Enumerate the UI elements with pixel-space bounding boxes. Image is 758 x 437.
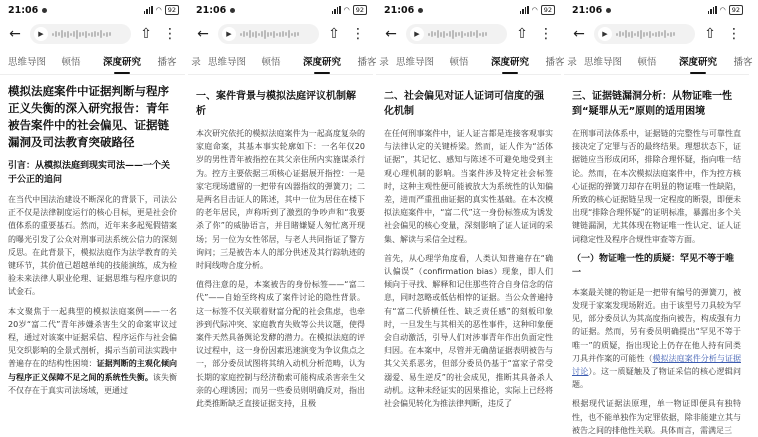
toolbar — [564, 20, 749, 48]
section-heading: 二、社会偏见对证人证词可信度的强化机制 — [384, 91, 544, 117]
tab-record-partial[interactable]: 录 — [191, 57, 201, 68]
battery-icon: 92 — [165, 5, 179, 15]
notification-icon — [606, 8, 611, 13]
paragraph — [196, 127, 365, 272]
paragraph-tail: 该失衡不仅存在于真实司法场域，更通过 — [8, 372, 178, 395]
signal-icon — [144, 6, 153, 14]
paragraph — [384, 127, 553, 246]
tab-record-partial[interactable]: 录 — [379, 57, 389, 68]
audio-player[interactable] — [218, 24, 319, 44]
back-arrow-icon[interactable]: ← — [9, 26, 21, 42]
wifi-icon: ◠ — [719, 6, 726, 14]
battery-icon: 92 — [729, 5, 743, 15]
toolbar — [376, 20, 561, 48]
tab-1[interactable]: 顿悟 — [261, 57, 281, 68]
subsection-heading: 引言：从模拟法庭到现实司法——一个关于公正的追问 — [8, 161, 171, 185]
audio-player[interactable] — [30, 24, 131, 44]
paragraph — [8, 305, 177, 397]
tab-2[interactable]: 深度研究 — [480, 54, 540, 68]
clock: 21:06 — [572, 4, 603, 16]
report-content — [188, 75, 373, 410]
more-options-icon[interactable]: ⋮ — [727, 26, 741, 42]
tab-0[interactable]: 思维导图 — [7, 57, 46, 68]
paragraph-tail: ）。这一质疑触及了物证采信的核心逻辑问题。 — [572, 367, 741, 390]
tab-0[interactable]: 思维导图 — [395, 57, 434, 68]
tab-record-partial[interactable]: 录 — [567, 57, 577, 68]
more-options-icon[interactable]: ⋮ — [539, 26, 553, 42]
waveform-icon — [240, 30, 299, 39]
signal-icon — [332, 6, 341, 14]
paragraph — [384, 252, 553, 410]
more-options-icon[interactable]: ⋮ — [351, 26, 365, 42]
clock: 21:06 — [8, 4, 39, 16]
play-icon[interactable]: ▶ — [410, 27, 424, 41]
paragraph — [8, 193, 177, 299]
notification-icon — [230, 8, 235, 13]
tab-2[interactable]: 深度研究 — [668, 54, 728, 68]
tab-1[interactable]: 顿悟 — [61, 57, 81, 68]
tab-bar — [0, 48, 185, 75]
signal-icon — [708, 6, 717, 14]
paragraph-text: 本文聚焦于一起典型的模拟法庭案例——一名20岁“富二代”青年涉嫌杀害生父的命案审议过程，通过对该案中证据采信、程序运作与社会偏见交织影响的全景式剖析，揭示当前司法实践中普遍存在的结构性困境： — [8, 306, 177, 369]
phone-screen-3 — [376, 0, 564, 417]
report-title: 模拟法庭案件中证据判断与程序正义失衡的深入研究报告：青年被告案件中的社会偏见、证据链漏洞及司法教育突破路径 — [8, 84, 169, 149]
waveform-icon — [52, 30, 111, 39]
notification-icon — [42, 8, 47, 13]
emphasis-text: 证据判断的主观化倾向与程序正义保障不足之间的系统性失衡。 — [8, 359, 178, 382]
waveform-icon — [428, 30, 487, 39]
report-content — [0, 75, 185, 397]
play-icon[interactable]: ▶ — [34, 27, 48, 41]
paragraph-text: 在任何刑事案件中，证人证言都是连接客观事实与法律认定的关键桥梁。然而，证人作为“活体证据”，其记忆、感知与陈述不可避免地受到主观心理机制的影响。当案件涉及特定社会标签时，这种主观性便可能被放大为系统性的认知偏差，进而严重扭曲证据的真实性基础。在本次模拟法庭案件中，“富二代”这一身份标签成为诱发社会偏见的核心变量，深刻影响了证人证词的采集、解读与采信全过程。 — [384, 129, 553, 244]
status-bar — [0, 0, 185, 20]
paragraph-text: 在刑事司法体系中，证据链的完整性与可靠性直接决定了定罪与否的最终结果。理想状态下，证据链应当形成闭环，排除合理怀疑，指向唯一结论。然而，在本次模拟法庭案件中，作为控方核心证据的弹簧刀却存在明显的物证唯一性缺陷，所致的核心证据链呈现一定程度的断裂，即便未出现“排除合理怀疑”的证明标准，暴露出多个关键链漏洞，尤其体现在物证唯一性认定、证人证词稳定性及程序合规性审查等方面。 — [572, 129, 741, 244]
back-arrow-icon[interactable]: ← — [385, 26, 397, 42]
paragraph — [196, 278, 365, 410]
section-heading: 一、案件背景与模拟法庭评议机制解析 — [196, 91, 356, 117]
share-icon[interactable]: ⇧ — [516, 26, 528, 42]
tab-bar — [564, 48, 753, 75]
play-icon[interactable]: ▶ — [222, 27, 236, 41]
paragraph — [572, 127, 741, 246]
citation-link[interactable]: 模拟法庭案件分析与证据讨论 — [572, 353, 741, 377]
paragraph-text: 首先，从心理学角度看，人类认知普遍存在“确认偏误”（confirmation bias）现象，即人们倾向于寻找、解释和记住那些符合自身信念的信息，同时忽略或低估相悖的证据。当公众普遍持有“富二代骄横任性、缺乏责任感”的刻板印象时，一旦发生与其相关的恶性事件，这种印象便会自动激活，引导人们对涉事青年作出负面定性归因。在本案中，尽管并无确凿证据表明被告与其父关系恶劣，但部分委员仍基于“富家子常受溺爱、易生逆反”的社会成见，推断其具备杀人动机。这种未经证实的因果推论，实际上已经将社会偏见转化为推法律判断，违反了 — [384, 253, 553, 409]
signal-icon — [520, 6, 529, 14]
paragraph — [572, 286, 741, 392]
paragraph-text: 本案最关键的物证是一把带有编号的弹簧刀，被发现于家案发现场附近。由于该型号刀具较为罕见，部分委员认为其高度指向被告，构成强有力的证据。然而，另有委员明确提出“罕见不等于唯一”的质疑，指出现论上仍存在他人持有同类刀具并作案的可能性（ — [572, 287, 741, 363]
tab-bar — [188, 48, 377, 75]
tab-1[interactable]: 顿悟 — [637, 57, 657, 68]
toolbar — [0, 20, 185, 48]
audio-player[interactable] — [594, 24, 695, 44]
wifi-icon: ◠ — [155, 6, 162, 14]
wifi-icon: ◠ — [343, 6, 350, 14]
paragraph-text: 根据现代证据法原理，单一物证即便具有独特性，也不能单独作为定罪依据，除非能建立其与被告之间的排他性关联。具体而言，需满足三 — [572, 399, 741, 435]
paragraph-text: 在当代中国法治建设不断深化的背景下，司法公正不仅是法律制度运行的核心目标，更是社会价值体系的重要基石。然而，近年来多起冤假错案的曝光引发了公众对刑事司法系统公信力的深刻反思。在此背景下，模拟法庭作为法学教育的关键环节，其价值已超越单纯的技能演练，成为检验未来法律人职业伦理、证据思维与程序意识的试金石。 — [8, 195, 177, 297]
phone-screen-2 — [188, 0, 376, 417]
notification-icon — [418, 8, 423, 13]
share-icon[interactable]: ⇧ — [704, 26, 716, 42]
clock: 21:06 — [196, 4, 227, 16]
phone-screen-4 — [564, 0, 753, 435]
waveform-icon — [616, 30, 675, 39]
tab-3[interactable]: 播客 — [157, 57, 177, 68]
tab-3[interactable]: 播客 — [733, 57, 753, 68]
toolbar — [188, 20, 373, 48]
audio-player[interactable] — [406, 24, 507, 44]
tab-0[interactable]: 思维导图 — [583, 57, 622, 68]
section-heading: 三、证据链漏洞分析：从物证唯一性到“疑罪从无”原则的适用困境 — [572, 91, 732, 117]
paragraph — [572, 397, 741, 437]
status-bar — [564, 0, 749, 20]
more-options-icon[interactable]: ⋮ — [163, 26, 177, 42]
tab-0[interactable]: 思维导图 — [207, 57, 246, 68]
status-bar — [188, 0, 373, 20]
report-content — [564, 75, 749, 437]
subsection-heading: （一）物证唯一性的质疑：罕见不等于唯一 — [572, 253, 735, 278]
tab-2[interactable]: 深度研究 — [292, 54, 352, 68]
tab-bar — [376, 48, 565, 75]
report-content — [376, 75, 561, 410]
tab-3[interactable]: 播客 — [357, 57, 377, 68]
clock: 21:06 — [384, 4, 415, 16]
play-icon[interactable]: ▶ — [598, 27, 612, 41]
battery-icon: 92 — [353, 5, 367, 15]
wifi-icon: ◠ — [531, 6, 538, 14]
back-arrow-icon[interactable]: ← — [197, 26, 209, 42]
tab-1[interactable]: 顿悟 — [449, 57, 469, 68]
status-bar — [376, 0, 561, 20]
phone-screen-1 — [0, 0, 188, 417]
share-icon[interactable]: ⇧ — [140, 26, 152, 42]
share-icon[interactable]: ⇧ — [328, 26, 340, 42]
paragraph-text: 本次研究依托的模拟法庭案件为一起高度复杂的家庭命案，其基本事实轮廓如下：一名年仅20岁的男性青年被指控在其父亲住所内实施谋杀行为。控方主要依据三项核心证据展开指控：一是家宅现场遗留的一把带有凶器指纹的弹簧刀；二是两名目击证人的陈述，其中一位为居住在楼下的老年居民，声称听到了激烈的争吵声和“我要杀了你”的威胁语言，并目睹嫌疑人匆忙离开现场；另一位为女性邻居，与老人共同指证了警方询问；三是被告本人的部分供述及其行踪轨迹的时间线吻合度分析。 — [196, 129, 365, 271]
tab-3[interactable]: 播客 — [545, 57, 565, 68]
battery-icon: 92 — [541, 5, 555, 15]
paragraph-text: 值得注意的是，本案被告的身份标签——“富二代”——自始至终构成了案件讨论的隐性背景。这一标签不仅关联着财富分配的社会焦虑，也牵涉到代际冲突、家庭教育失败等公共议题，使得案件天然具备舆论发酵的潜力。在模拟法庭的评议过程中，这一身份因素迅速演变为争议焦点之一，部分委员试图将其纳入动机分析范畴，认为长期的家庭控制与经济勒索可能构成杀害亲生父亲的心理诱因；而另一些委员则明确反对，指出此类推断缺乏直接证据支持，且极 — [196, 280, 365, 409]
back-arrow-icon[interactable]: ← — [573, 26, 585, 42]
tab-2[interactable]: 深度研究 — [92, 54, 152, 68]
